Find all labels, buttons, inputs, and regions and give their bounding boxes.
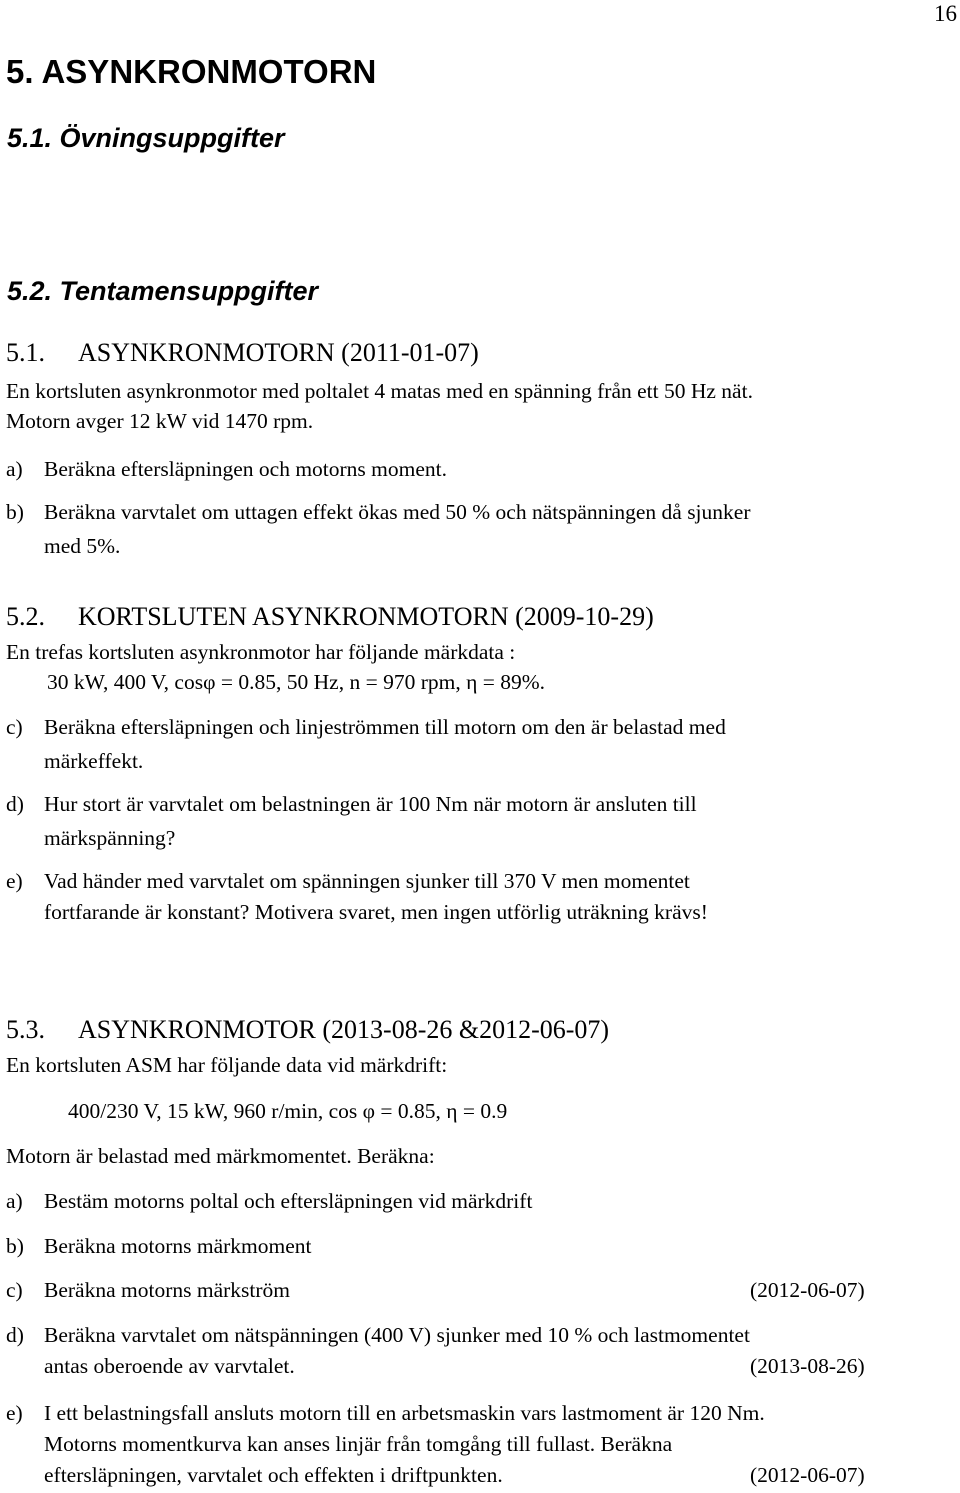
problem-item: [6, 1278, 946, 1308]
problem-item-continued: [6, 1354, 946, 1384]
problem-heading: [6, 602, 654, 632]
section-title-exams: 5.2. Tentamensuppgifter: [7, 276, 319, 306]
problem-title: KORTSLUTEN ASYNKRONMOTORN (2009-10-29): [78, 602, 654, 631]
problem-item: [6, 792, 946, 822]
item-text: Beräkna varvtalet om uttagen effekt ökas med 50 % och nätspänningen då sjunker: [44, 500, 751, 524]
item-text: Vad händer med varvtalet om spänningen sjunker till 370 V men momentet: [44, 869, 690, 893]
item-text: märkeffekt.: [44, 749, 144, 773]
item-text: Hur stort är varvtalet om belastningen är 100 Nm när motorn är ansluten till: [44, 792, 697, 816]
item-text: I ett belastningsfall ansluts motorn till en arbetsmaskin vars lastmoment är 120 Nm.: [44, 1401, 765, 1425]
item-label: e): [6, 869, 23, 893]
problem-item: [6, 869, 946, 899]
item-text: Beräkna varvtalet om nätspänningen (400 V) sjunker med 10 % och lastmomentet: [44, 1323, 750, 1347]
item-label: c): [6, 715, 23, 739]
problem-item-continued: [6, 1463, 946, 1493]
item-label: d): [6, 792, 24, 816]
problem-item: [6, 1234, 946, 1264]
problem-number: 5.3.: [6, 1015, 45, 1044]
problem-intro: En kortsluten asynkronmotor med poltalet 4 matas med en spänning från ett 50 Hz nät.: [6, 379, 753, 403]
problem-item: [6, 1189, 946, 1219]
problem-item: [6, 500, 946, 530]
rating-data: 30 kW, 400 V, cosφ = 0.85, 50 Hz, n = 970 rpm, η = 89%.: [47, 670, 545, 694]
item-text: Bestäm motorns poltal och eftersläpningen vid märkdrift: [44, 1189, 533, 1213]
problem-heading: [6, 338, 479, 368]
item-text: antas oberoende av varvtalet.: [44, 1354, 295, 1378]
problem-load-line: Motorn är belastad med märkmomentet. Beräkna:: [6, 1144, 435, 1168]
item-label: a): [6, 457, 23, 481]
problem-title: ASYNKRONMOTORN (2011-01-07): [78, 338, 479, 367]
item-text: med 5%.: [44, 534, 121, 558]
item-text: märkspänning?: [44, 826, 176, 850]
problem-title: ASYNKRONMOTOR (2013-08-26 &2012-06-07): [78, 1015, 610, 1044]
problem-item: [6, 715, 946, 745]
item-text: Beräkna eftersläpningen och linjeströmmen till motorn om den är belastad med: [44, 715, 726, 739]
section-title-exercises: 5.1. Övningsuppgifter: [7, 123, 285, 153]
item-text: fortfarande är konstant? Motivera svaret, men ingen utförlig uträkning krävs!: [44, 900, 708, 924]
problem-number: 5.2.: [6, 602, 45, 631]
page-number: 16: [934, 1, 957, 26]
rating-data: 400/230 V, 15 kW, 960 r/min, cos φ = 0.85, η = 0.9: [68, 1099, 508, 1123]
item-text: Beräkna motorns märkmoment: [44, 1234, 312, 1258]
item-label: b): [6, 1234, 24, 1258]
exam-date-ref: (2013-08-26): [750, 1354, 865, 1378]
item-label: c): [6, 1278, 23, 1302]
item-text: Beräkna motorns märkström: [44, 1278, 291, 1302]
problem-item: [6, 1401, 946, 1431]
problem-heading: [6, 1015, 609, 1045]
item-label: e): [6, 1401, 23, 1425]
item-label: d): [6, 1323, 24, 1347]
problem-intro: Motorn avger 12 kW vid 1470 rpm.: [6, 409, 314, 433]
exam-date-ref: (2012-06-07): [750, 1278, 865, 1302]
item-label: b): [6, 500, 24, 524]
exam-date-ref: (2012-06-07): [750, 1463, 865, 1487]
problem-item: [6, 457, 946, 487]
problem-item: [6, 1323, 946, 1353]
chapter-title: 5. ASYNKRONMOTORN: [6, 53, 377, 90]
item-label: a): [6, 1189, 23, 1213]
item-text: Motorns momentkurva kan anses linjär från tomgång till fullast. Beräkna: [44, 1432, 673, 1456]
item-text: Beräkna eftersläpningen och motorns moment.: [44, 457, 448, 481]
problem-intro: En trefas kortsluten asynkronmotor har följande märkdata :: [6, 640, 516, 664]
problem-number: 5.1.: [6, 338, 45, 367]
item-text: eftersläpningen, varvtalet och effekten i driftpunkten.: [44, 1463, 503, 1487]
problem-intro: En kortsluten ASM har följande data vid märkdrift:: [6, 1053, 448, 1077]
